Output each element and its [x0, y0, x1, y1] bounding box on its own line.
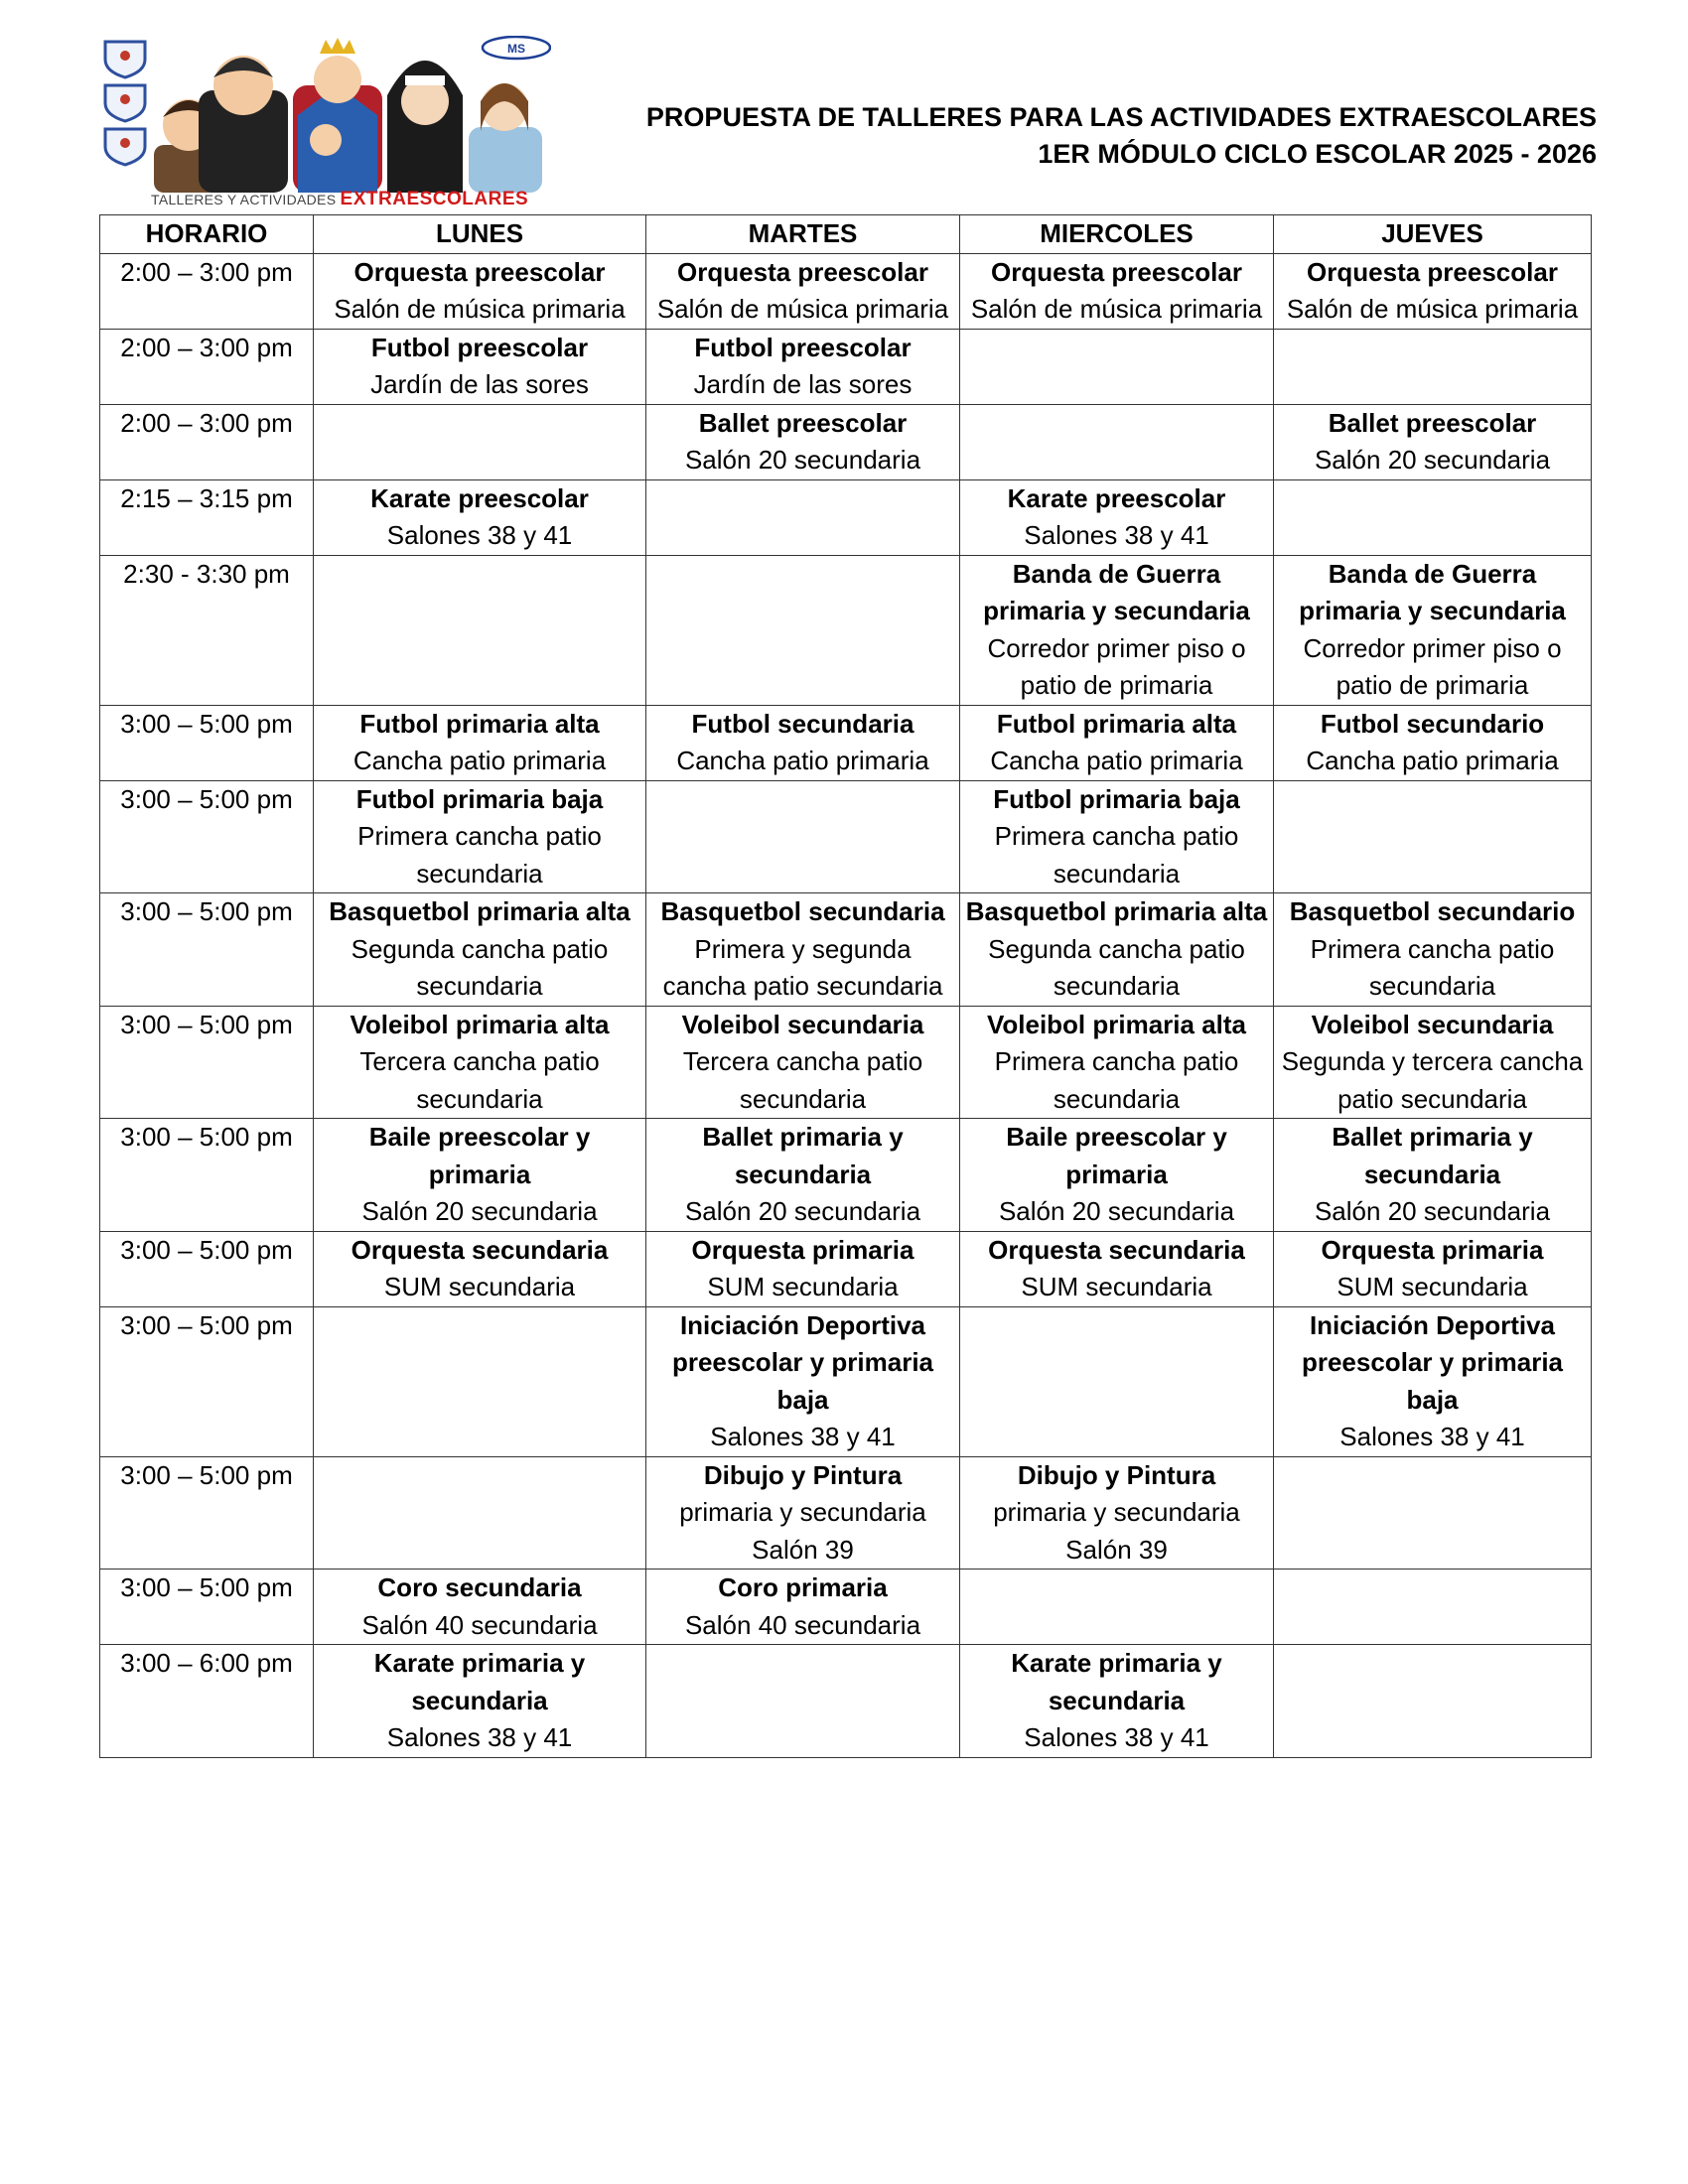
activity-location: SUM secundaria: [1336, 1272, 1528, 1301]
header-horario: HORARIO: [100, 215, 314, 254]
cell-miercoles: [960, 1306, 1274, 1456]
cell-jueves: [1274, 329, 1592, 404]
activity-location: Salones 38 y 41: [386, 520, 573, 550]
cell-jueves: [1274, 1306, 1592, 1456]
cell-martes: [646, 329, 960, 404]
activity-location: Tercera cancha patio secundaria: [682, 1046, 923, 1114]
activity-name: Basquetbol secundario: [1289, 896, 1576, 926]
activity-location: Salón 20 secundaria: [998, 1196, 1235, 1226]
cell-martes: [646, 1570, 960, 1645]
header-jueves: JUEVES: [1274, 215, 1592, 254]
table-row: [100, 1231, 1592, 1306]
table-row: [100, 1645, 1592, 1758]
cell-martes: [646, 705, 960, 780]
activity-name: Basquetbol primaria alta: [965, 896, 1268, 926]
time-cell: 3:00 – 5:00 pm: [100, 1119, 314, 1232]
cell-jueves: [1274, 253, 1592, 329]
cell-miercoles: [960, 404, 1274, 479]
activity-location: Salón 40 secundaria: [361, 1609, 598, 1640]
activity-name: Futbol preescolar: [370, 332, 589, 362]
crest-icon: [105, 42, 145, 165]
activity-location: Salones 38 y 41: [1024, 520, 1209, 550]
activity-name: Orquesta primaria: [1321, 1234, 1544, 1265]
activity-location: SUM secundaria: [1021, 1272, 1212, 1301]
cell-lunes: [314, 555, 646, 705]
title-line-1: PROPUESTA DE TALLERES PARA LAS ACTIVIDADES EXTRAESCOLARES: [645, 102, 1597, 132]
cell-lunes: [314, 1645, 646, 1758]
cell-martes: [646, 404, 960, 479]
activity-location: Primera cancha patio secundaria: [994, 821, 1239, 888]
activity-name: Futbol primaria baja: [355, 783, 604, 814]
activity-name: Coro primaria: [718, 1572, 888, 1602]
svg-text:MS: MS: [507, 42, 525, 56]
time-cell: 3:00 – 5:00 pm: [100, 705, 314, 780]
activity-location: Salón de música primaria: [1286, 294, 1579, 324]
activity-name: Karate primaria y secundaria: [1011, 1648, 1222, 1715]
activity-location: Jardín de las sores: [693, 369, 913, 399]
activity-name: Voleibol primaria alta: [350, 1009, 610, 1039]
table-row: [100, 555, 1592, 705]
activity-name: Baile preescolar y primaria: [368, 1122, 591, 1189]
page-title: [646, 99, 1597, 173]
time-cell: 2:00 – 3:00 pm: [100, 329, 314, 404]
table-row: [100, 253, 1592, 329]
logo-illustration: [99, 36, 551, 212]
cell-jueves: [1274, 479, 1592, 555]
cell-martes: [646, 893, 960, 1007]
cell-miercoles: [960, 1119, 1274, 1232]
activity-location: Salón de música primaria: [970, 294, 1263, 324]
cell-lunes: [314, 404, 646, 479]
activity-name: Ballet primaria y secundaria: [702, 1122, 904, 1189]
activity-name: Voleibol secundaria: [681, 1009, 924, 1039]
activity-name: Voleibol primaria alta: [986, 1009, 1247, 1039]
activity-location: Salón 20 secundaria: [361, 1196, 598, 1226]
table-row: [100, 1006, 1592, 1119]
time-cell: 3:00 – 5:00 pm: [100, 893, 314, 1007]
activity-name: Banda de Guerra primaria y secundaria: [1299, 558, 1566, 625]
time-cell: 2:15 – 3:15 pm: [100, 479, 314, 555]
cell-miercoles: [960, 1006, 1274, 1119]
activity-name: Basquetbol secundaria: [660, 896, 945, 926]
activity-name: Basquetbol primaria alta: [329, 896, 631, 926]
activity-name: Baile preescolar y primaria: [1006, 1122, 1227, 1189]
activity-location: Jardín de las sores: [370, 369, 589, 399]
activity-name: Dibujo y Pintura: [1017, 1459, 1216, 1490]
cell-jueves: [1274, 1119, 1592, 1232]
activity-name: Iniciación Deportiva preescolar y primaria baja: [1301, 1309, 1564, 1415]
activity-location: Salón 40 secundaria: [684, 1609, 921, 1640]
cell-miercoles: [960, 1231, 1274, 1306]
cell-lunes: [314, 1119, 646, 1232]
header-row: [100, 215, 1592, 254]
cell-martes: [646, 1119, 960, 1232]
cell-jueves: [1274, 404, 1592, 479]
schedule-body: [100, 253, 1592, 1757]
activity-location: Segunda y tercera cancha patio secundaria: [1281, 1046, 1584, 1114]
cell-lunes: [314, 705, 646, 780]
cell-jueves: [1274, 1006, 1592, 1119]
activity-location: Salón de música primaria: [334, 294, 626, 324]
activity-location: Primera y segunda cancha patio secundaria: [662, 933, 943, 1001]
cell-miercoles: [960, 253, 1274, 329]
activity-location: Salón 20 secundaria: [684, 445, 921, 475]
cell-martes: [646, 780, 960, 893]
activity-location: Salones 38 y 41: [386, 1722, 573, 1752]
activity-location: Tercera cancha patio secundaria: [359, 1046, 600, 1114]
activity-name: Orquesta preescolar: [991, 256, 1242, 287]
ms-badge-icon: [483, 37, 550, 59]
table-row: [100, 479, 1592, 555]
cell-jueves: [1274, 555, 1592, 705]
cell-jueves: [1274, 780, 1592, 893]
activity-location: Primera cancha patio secundaria: [357, 821, 602, 888]
activity-name: Orquesta secundaria: [351, 1234, 609, 1265]
cell-lunes: [314, 780, 646, 893]
cell-martes: [646, 479, 960, 555]
activity-location: Corredor primer piso o patio de primaria: [987, 632, 1246, 700]
time-cell: 3:00 – 5:00 pm: [100, 1570, 314, 1645]
activity-name: Futbol secundaria: [691, 708, 914, 739]
activity-name: Voleibol secundaria: [1311, 1009, 1554, 1039]
time-cell: 3:00 – 6:00 pm: [100, 1645, 314, 1758]
time-cell: 2:00 – 3:00 pm: [100, 253, 314, 329]
activity-location: Cancha patio primaria: [1306, 746, 1559, 775]
table-row: [100, 1306, 1592, 1456]
activity-location: Cancha patio primaria: [352, 746, 607, 775]
header-martes: MARTES: [646, 215, 960, 254]
activity-location: Salón 20 secundaria: [1314, 1196, 1551, 1226]
activity-name: Ballet preescolar: [1328, 407, 1537, 438]
activity-location: Corredor primer piso o patio de primaria: [1303, 632, 1562, 700]
activity-name: Iniciación Deportiva preescolar y primaria baja: [671, 1309, 934, 1415]
cell-jueves: [1274, 893, 1592, 1007]
cell-lunes: [314, 1570, 646, 1645]
cell-miercoles: [960, 780, 1274, 893]
activity-location: Segunda cancha patio secundaria: [988, 933, 1245, 1001]
cell-lunes: [314, 329, 646, 404]
cell-miercoles: [960, 705, 1274, 780]
activity-location: Salones 38 y 41: [1339, 1422, 1525, 1451]
table-row: [100, 1119, 1592, 1232]
logo-caption: TALLERES Y ACTIVIDADES EXTRAESCOLARES: [151, 189, 529, 209]
activity-name: Futbol secundario: [1320, 708, 1545, 739]
table-row: [100, 780, 1592, 893]
time-cell: 3:00 – 5:00 pm: [100, 780, 314, 893]
activity-name: Futbol primaria alta: [996, 708, 1237, 739]
cell-miercoles: [960, 893, 1274, 1007]
activity-name: Futbol preescolar: [694, 332, 912, 362]
table-row: [100, 404, 1592, 479]
cell-martes: [646, 555, 960, 705]
activity-location: Salón 20 secundaria: [1314, 445, 1551, 475]
header-lunes: LUNES: [314, 215, 646, 254]
table-row: [100, 329, 1592, 404]
activity-name: Karate primaria y secundaria: [373, 1648, 586, 1715]
cell-lunes: [314, 253, 646, 329]
activity-location: SUM secundaria: [707, 1272, 899, 1301]
cell-martes: [646, 253, 960, 329]
cell-miercoles: [960, 1570, 1274, 1645]
activity-location: Salones 38 y 41: [710, 1422, 896, 1451]
activity-name: Orquesta preescolar: [677, 256, 928, 287]
cell-lunes: [314, 1231, 646, 1306]
title-line-2: 1ER MÓDULO CICLO ESCOLAR 2025 - 2026: [1038, 139, 1597, 169]
time-cell: 3:00 – 5:00 pm: [100, 1456, 314, 1570]
activity-name: Orquesta preescolar: [1307, 256, 1558, 287]
activity-location: Salón de música primaria: [656, 294, 949, 324]
cell-martes: [646, 1645, 960, 1758]
activity-name: Futbol primaria alta: [359, 708, 600, 739]
activity-name: Dibujo y Pintura: [703, 1459, 903, 1490]
table-row: [100, 1570, 1592, 1645]
activity-location: Salón 20 secundaria: [684, 1196, 921, 1226]
cell-lunes: [314, 893, 646, 1007]
activity-name: Coro secundaria: [377, 1572, 582, 1602]
school-logo: [99, 36, 551, 212]
time-cell: 3:00 – 5:00 pm: [100, 1231, 314, 1306]
table-row: [100, 1456, 1592, 1570]
activity-name: Futbol primaria baja: [993, 783, 1240, 814]
schedule-table: [99, 214, 1592, 1758]
table-row: [100, 705, 1592, 780]
activity-name: Orquesta preescolar: [353, 256, 606, 287]
activity-name: Karate preescolar: [1007, 482, 1226, 513]
cell-miercoles: [960, 1456, 1274, 1570]
cell-jueves: [1274, 1645, 1592, 1758]
activity-name: Ballet preescolar: [698, 407, 908, 438]
cell-martes: [646, 1231, 960, 1306]
cell-miercoles: [960, 479, 1274, 555]
cell-martes: [646, 1306, 960, 1456]
time-cell: 3:00 – 5:00 pm: [100, 1306, 314, 1456]
activity-location: primaria y secundaria Salón 39: [679, 1497, 926, 1565]
activity-location: SUM secundaria: [383, 1272, 576, 1301]
cell-miercoles: [960, 1645, 1274, 1758]
activity-location: primaria y secundaria Salón 39: [993, 1497, 1240, 1565]
activity-name: Ballet primaria y secundaria: [1332, 1122, 1533, 1189]
time-cell: 2:30 - 3:30 pm: [100, 555, 314, 705]
cell-jueves: [1274, 1570, 1592, 1645]
cell-lunes: [314, 1456, 646, 1570]
activity-location: Cancha patio primaria: [676, 746, 929, 775]
activity-location: Cancha patio primaria: [990, 746, 1243, 775]
table-row: [100, 893, 1592, 1007]
cell-jueves: [1274, 705, 1592, 780]
header-miercoles: MIERCOLES: [960, 215, 1274, 254]
activity-location: Salones 38 y 41: [1024, 1722, 1209, 1752]
cell-lunes: [314, 479, 646, 555]
figures-illustration: [154, 38, 542, 193]
cell-lunes: [314, 1306, 646, 1456]
cell-martes: [646, 1006, 960, 1119]
activity-location: Segunda cancha patio secundaria: [351, 933, 609, 1001]
cell-jueves: [1274, 1456, 1592, 1570]
cell-jueves: [1274, 1231, 1592, 1306]
activity-name: Karate preescolar: [370, 482, 589, 513]
activity-name: Orquesta secundaria: [988, 1234, 1245, 1265]
cell-lunes: [314, 1006, 646, 1119]
cell-miercoles: [960, 555, 1274, 705]
cell-martes: [646, 1456, 960, 1570]
activity-location: Primera cancha patio secundaria: [1310, 933, 1555, 1001]
activity-name: Banda de Guerra primaria y secundaria: [983, 558, 1250, 625]
time-cell: 3:00 – 5:00 pm: [100, 1006, 314, 1119]
time-cell: 2:00 – 3:00 pm: [100, 404, 314, 479]
cell-miercoles: [960, 329, 1274, 404]
activity-name: Orquesta primaria: [691, 1234, 914, 1265]
activity-location: Primera cancha patio secundaria: [994, 1046, 1239, 1114]
